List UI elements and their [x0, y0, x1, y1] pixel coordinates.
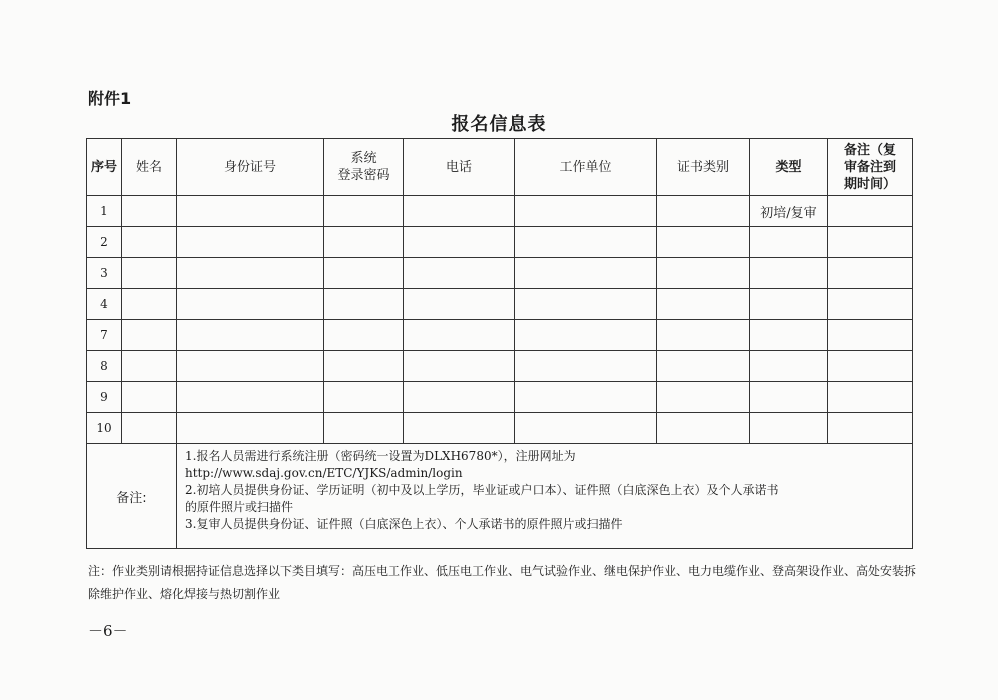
- cell-phone[interactable]: [404, 196, 515, 227]
- cell-cert-type[interactable]: [657, 320, 750, 351]
- cell-password[interactable]: [324, 227, 404, 258]
- remark-line: 2.初培人员提供身份证、学历证明（初中及以上学历，毕业证或户口本）、证件照（白底深色上衣）及个人承诺书: [185, 483, 779, 497]
- header-cert-type: 证书类别: [657, 139, 750, 196]
- cell-name[interactable]: [122, 289, 177, 320]
- header-password-line1: 系统: [350, 151, 377, 166]
- cell-employer[interactable]: [515, 196, 657, 227]
- cell-type[interactable]: [750, 351, 828, 382]
- cell-id-number[interactable]: [177, 413, 324, 444]
- cell-remark[interactable]: [828, 382, 913, 413]
- cell-name[interactable]: [122, 227, 177, 258]
- cell-cert-type[interactable]: [657, 382, 750, 413]
- cell-remark[interactable]: [828, 196, 913, 227]
- cell-cert-type[interactable]: [657, 289, 750, 320]
- cell-id-number[interactable]: [177, 258, 324, 289]
- cell-id-number[interactable]: [177, 320, 324, 351]
- cell-phone[interactable]: [404, 227, 515, 258]
- attachment-label: 附件1: [88, 89, 132, 108]
- cell-seq: 1: [87, 196, 122, 227]
- header-phone: 电话: [404, 139, 515, 196]
- header-remark-line1: 备注（复: [843, 142, 896, 158]
- cell-seq: 2: [87, 227, 122, 258]
- cell-password[interactable]: [324, 351, 404, 382]
- table-row: [87, 413, 913, 444]
- cell-employer[interactable]: [515, 227, 657, 258]
- table-row: [87, 227, 913, 258]
- header-type: 类型: [750, 139, 828, 196]
- cell-seq: 7: [87, 320, 122, 351]
- cell-cert-type[interactable]: [657, 351, 750, 382]
- cell-remark[interactable]: [828, 258, 913, 289]
- header-name: 姓名: [122, 139, 177, 196]
- cell-remark[interactable]: [828, 320, 913, 351]
- page-number: －6－: [88, 622, 128, 640]
- header-id-number: 身份证号: [177, 139, 324, 196]
- cell-remark[interactable]: [828, 351, 913, 382]
- cell-type[interactable]: 初培/复审: [750, 196, 828, 227]
- cell-phone[interactable]: [404, 289, 515, 320]
- cell-employer[interactable]: [515, 258, 657, 289]
- cell-name[interactable]: [122, 351, 177, 382]
- table-row: [87, 351, 913, 382]
- remarks-label: 备注:: [87, 444, 177, 549]
- remark-line: 的原件照片或扫描件: [185, 500, 294, 514]
- cell-type[interactable]: [750, 227, 828, 258]
- cell-employer[interactable]: [515, 382, 657, 413]
- cell-type[interactable]: [750, 258, 828, 289]
- remark-line: 1.报名人员需进行系统注册（密码统一设置为DLXH6780*），注册网址为: [185, 449, 576, 463]
- cell-name[interactable]: [122, 258, 177, 289]
- header-employer: 工作单位: [515, 139, 657, 196]
- table-header-row: [87, 139, 913, 196]
- cell-name[interactable]: [122, 382, 177, 413]
- cell-id-number[interactable]: [177, 196, 324, 227]
- header-remark-line3: 期时间）: [843, 176, 896, 192]
- table-row: [87, 258, 913, 289]
- header-password: [324, 139, 404, 196]
- registration-table: [86, 138, 913, 549]
- cell-phone[interactable]: [404, 258, 515, 289]
- cell-password[interactable]: [324, 289, 404, 320]
- cell-type[interactable]: [750, 382, 828, 413]
- cell-type[interactable]: [750, 413, 828, 444]
- cell-id-number[interactable]: [177, 289, 324, 320]
- cell-name[interactable]: [122, 320, 177, 351]
- cell-remark[interactable]: [828, 227, 913, 258]
- cell-employer[interactable]: [515, 320, 657, 351]
- cell-id-number[interactable]: [177, 227, 324, 258]
- cell-seq: 9: [87, 382, 122, 413]
- cell-password[interactable]: [324, 320, 404, 351]
- cell-phone[interactable]: [404, 382, 515, 413]
- cell-password[interactable]: [324, 413, 404, 444]
- cell-password[interactable]: [324, 258, 404, 289]
- remark-line: 3.复审人员提供身份证、证件照（白底深色上衣）、个人承诺书的原件照片或扫描件: [185, 517, 623, 531]
- cell-cert-type[interactable]: [657, 227, 750, 258]
- header-remark: [828, 139, 913, 196]
- cell-employer[interactable]: [515, 289, 657, 320]
- cell-password[interactable]: [324, 196, 404, 227]
- cell-phone[interactable]: [404, 320, 515, 351]
- cell-cert-type[interactable]: [657, 196, 750, 227]
- cell-type[interactable]: [750, 289, 828, 320]
- cell-phone[interactable]: [404, 351, 515, 382]
- cell-phone[interactable]: [404, 413, 515, 444]
- cell-name[interactable]: [122, 413, 177, 444]
- header-password-line2: 登录密码: [337, 168, 390, 183]
- remarks-body: [177, 444, 913, 549]
- cell-seq: 10: [87, 413, 122, 444]
- cell-cert-type[interactable]: [657, 413, 750, 444]
- cell-seq: 3: [87, 258, 122, 289]
- table-row: [87, 320, 913, 351]
- cell-id-number[interactable]: [177, 351, 324, 382]
- cell-remark[interactable]: [828, 413, 913, 444]
- cell-cert-type[interactable]: [657, 258, 750, 289]
- table-row: [87, 196, 913, 227]
- header-remark-line2: 审备注到: [843, 159, 896, 175]
- cell-password[interactable]: [324, 382, 404, 413]
- header-seq: 序号: [87, 139, 122, 196]
- cell-employer[interactable]: [515, 351, 657, 382]
- remarks-row: [87, 444, 913, 549]
- cell-id-number[interactable]: [177, 382, 324, 413]
- cell-seq: 4: [87, 289, 122, 320]
- cell-type[interactable]: [750, 320, 828, 351]
- table-row: [87, 289, 913, 320]
- cell-remark[interactable]: [828, 289, 913, 320]
- cell-name[interactable]: [122, 196, 177, 227]
- cell-employer[interactable]: [515, 413, 657, 444]
- table-row: [87, 382, 913, 413]
- remark-url: http://www.sdaj.gov.cn/ETC/YJKS/admin/login: [185, 466, 463, 480]
- cell-seq: 8: [87, 351, 122, 382]
- page-title: 报名信息表: [451, 114, 547, 135]
- footnote: 注：作业类别请根据持证信息选择以下类目填写：高压电工作业、低压电工作业、电气试验作业、继电保护作业、电力电缆作业、登高架设作业、高处安装拆除维护作业、熔化焊接与热切割作业: [88, 564, 917, 601]
